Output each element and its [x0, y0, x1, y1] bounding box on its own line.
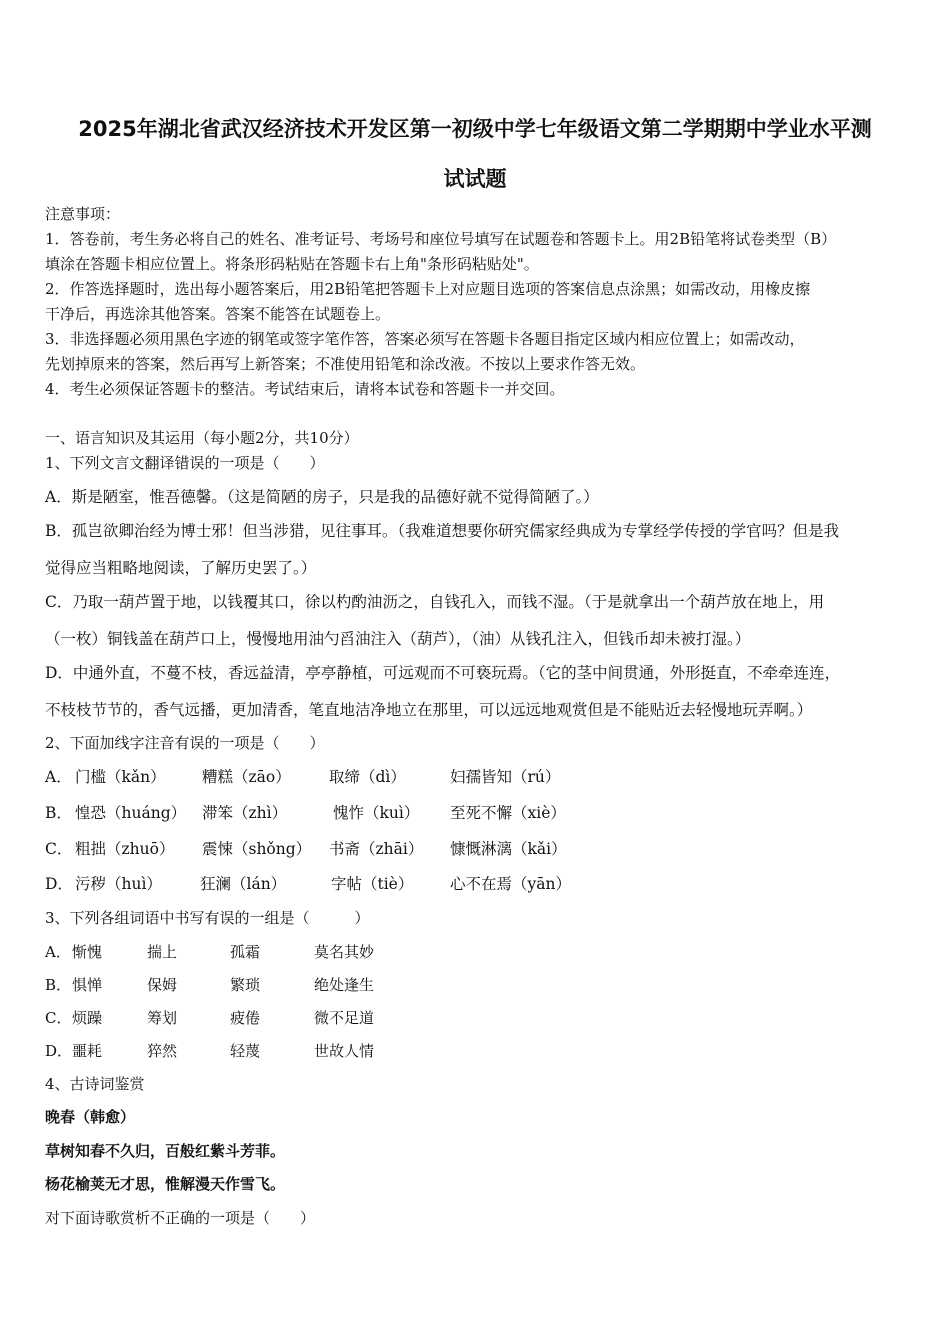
question-2-option-b-item: 至死不懈（xiè） — [450, 804, 566, 822]
question-3-option-b-item: 繁琐 — [230, 976, 261, 994]
question-3-option-a-item: 揣上 — [147, 943, 178, 961]
notice-line: 先划掉原来的答案，然后再写上新答案；不准使用铅笔和涂改液。不按以上要求作答无效。 — [45, 355, 646, 373]
question-2-option-d-label: D． — [45, 875, 73, 893]
notice-line: 2．作答选择题时，选出每小题答案后，用2B铅笔把答题卡上对应题目选项的答案信息点涂黑；如需改动，用橡皮擦 — [45, 280, 811, 298]
question-2-option-b-label: B． — [45, 804, 72, 822]
question-2-option-b-item: 愧怍（kuì） — [333, 804, 420, 822]
question-2-option-a-item: 糟糕（zāo） — [202, 768, 291, 786]
page-title-line-2: 试试题 — [443, 167, 507, 191]
question-3-option-c-item: 烦躁 — [72, 1009, 103, 1027]
question-2-stem: 2、下面加线字注音有误的一项是（ ） — [45, 734, 325, 752]
question-1-option-d: D．中通外直，不蔓不枝，香远益清，亭亭静植，可远观而不可亵玩焉。（它的茎中间贯通，外形挺直，不牵牵连连， — [45, 664, 841, 682]
question-3-option-d-item: 噩耗 — [72, 1042, 103, 1060]
question-3-option-b-label: B． — [45, 976, 72, 994]
question-3-option-d-item: 轻蔑 — [230, 1042, 261, 1060]
notice-heading: 注意事项： — [45, 205, 121, 223]
notice-line: 干净后，再选涂其他答案。答案不能答在试题卷上。 — [45, 305, 391, 323]
question-3-option-b-item: 保姆 — [147, 976, 178, 994]
question-1-option-b-cont: 觉得应当粗略地阅读，了解历史罢了。） — [45, 559, 317, 577]
question-3-option-d-item: 猝然 — [147, 1042, 178, 1060]
question-3-option-b-item: 绝处逢生 — [314, 976, 375, 994]
section-heading: 一、语言知识及其运用（每小题2分，共10分） — [45, 429, 359, 447]
question-2-option-c-label: C． — [45, 840, 73, 858]
poem-line: 草树知春不久归，百般红紫斗芳菲。 — [45, 1142, 286, 1160]
question-3-option-a-item: 惭愧 — [72, 943, 103, 961]
question-2-option-c-item: 震悚（shǒng） — [202, 840, 312, 858]
question-1-option-c: C．乃取一葫芦置于地，以钱覆其口，徐以杓酌油沥之，自钱孔入，而钱不湿。（于是就拿出一个葫芦放在地上，用 — [45, 593, 825, 611]
question-2-option-c-item: 慷慨淋漓（kǎi） — [450, 840, 567, 858]
question-1-option-a: A．斯是陋室，惟吾德馨。（这是简陋的房子，只是我的品德好就不觉得简陋了。） — [45, 488, 599, 506]
question-3-option-c-label: C． — [45, 1009, 72, 1027]
question-2-option-d-item: 狂澜（lán） — [200, 875, 287, 893]
question-3-option-d-item: 世故人情 — [314, 1042, 375, 1060]
question-2-option-b-item: 惶恐（huáng） — [75, 804, 187, 822]
question-2-option-c-item: 书斋（zhāi） — [329, 840, 424, 858]
question-3-option-a-label: A． — [45, 943, 71, 961]
question-3-option-a-item: 孤霜 — [230, 943, 261, 961]
question-3-option-c-item: 筹划 — [147, 1009, 178, 1027]
notice-line: 1．答卷前，考生务必将自己的姓名、准考证号、考场号和座位号填写在试题卷和答题卡上。用2B铅笔将试卷类型（B） — [45, 230, 837, 248]
question-2-option-a-item: 妇孺皆知（rú） — [450, 768, 561, 786]
poem-title: 晚春（韩愈） — [45, 1108, 136, 1126]
question-1-option-d-cont: 不枝枝节节的，香气远播，更加清香，笔直地洁净地立在那里，可以远远地观赏但是不能贴近去轻慢地玩弄啊。） — [45, 701, 813, 719]
poem-line: 杨花榆荚无才思，惟解漫天作雪飞。 — [45, 1175, 286, 1193]
question-4-stem: 4、古诗词鉴赏 — [45, 1075, 145, 1093]
question-2-option-b-item: 滞笨（zhì） — [202, 804, 288, 822]
question-3-option-c-item: 疲倦 — [230, 1009, 261, 1027]
notice-line: 填涂在答题卡相应位置上。将条形码粘贴在答题卡右上角"条形码粘贴处"。 — [45, 255, 539, 273]
question-2-option-a-label: A． — [45, 768, 72, 786]
question-3-option-a-item: 莫名其妙 — [314, 943, 375, 961]
page-title-line-1: 2025年湖北省武汉经济技术开发区第一初级中学七年级语文第二学期期中学业水平测 — [78, 117, 872, 141]
question-1-stem: 1、下列文言文翻译错误的一项是（ ） — [45, 454, 325, 472]
question-2-option-a-item: 取缔（dì） — [329, 768, 406, 786]
question-2-option-d-item: 污秽（huì） — [75, 875, 162, 893]
question-1-option-c-cont: （一枚）铜钱盖在葫芦口上，慢慢地用油勺舀油注入（葫芦），（油）从钱孔注入，但钱币却未被打湿。） — [45, 630, 751, 648]
question-2-option-d-item: 字帖（tiè） — [331, 875, 414, 893]
question-3-stem: 3、下列各组词语中书写有误的一组是（ ） — [45, 909, 370, 927]
question-3-option-b-item: 惧惮 — [72, 976, 103, 994]
question-2-option-c-item: 粗拙（zhuō） — [75, 840, 175, 858]
question-1-option-b: B．孤岂欲卿治经为博士邪！但当涉猎，见往事耳。（我难道想要你研究儒家经典成为专掌经学传授的学官吗？但是我 — [45, 522, 840, 540]
question-3-option-d-label: D． — [45, 1042, 73, 1060]
notice-line: 3．非选择题必须用黑色字迹的钢笔或签字笔作答，答案必须写在答题卡各题目指定区域内相应位置上；如需改动， — [45, 330, 805, 348]
question-3-option-c-item: 微不足道 — [314, 1009, 375, 1027]
question-2-option-a-item: 门槛（kǎn） — [75, 768, 166, 786]
notice-line: 4．考生必须保证答题卡的整洁。考试结束后，请将本试卷和答题卡一并交回。 — [45, 380, 565, 398]
question-2-option-d-item: 心不在焉（yān） — [450, 875, 571, 893]
question-4-prompt: 对下面诗歌赏析不正确的一项是（ ） — [45, 1209, 316, 1227]
